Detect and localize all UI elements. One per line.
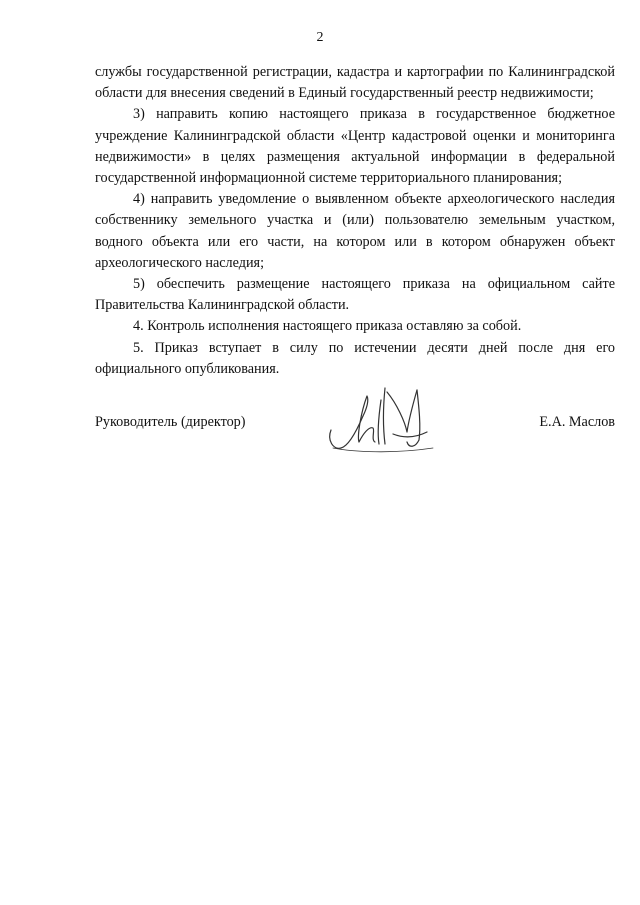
page-number: 2 (316, 30, 324, 45)
paragraph-control: 4. Контроль исполнения настоящего приказа оставляю за собой. (133, 318, 522, 335)
paragraph-effective-date: 5. Приказ вступает в силу по истечении десяти дней после дня его официального опубликования. (95, 339, 615, 377)
paragraph-item-5: 5) обеспечить размещение настоящего приказа на официальном сайте Правительства Калининградской области. (95, 276, 615, 314)
signatory-name: Е.А. Маслов (539, 414, 615, 430)
signature-block (95, 408, 615, 468)
document-body (95, 62, 615, 380)
handwritten-signature (323, 378, 443, 468)
signatory-position: Руководитель (директор) (95, 414, 246, 430)
paragraph-item-4: 4) направить уведомление о выявленном объекте археологического наследия собственнику земельного участка и (или) пользователю земельным участком, водного объекта или его части, на котором или в котором обнаружен объект археологического наследия; (95, 191, 615, 271)
paragraph-item-3: 3) направить копию настоящего приказа в государственное бюджетное учреждение Калининградской области «Центр кадастровой оценки и мониторинга недвижимости» в целях размещения актуальной информации в федеральной государственной информационной системе территориального планирования; (95, 106, 615, 187)
paragraph-continuation: службы государственной регистрации, кадастра и картографии по Калининградской области для внесения сведений в Единый государственный реестр недвижимости; (95, 64, 615, 102)
